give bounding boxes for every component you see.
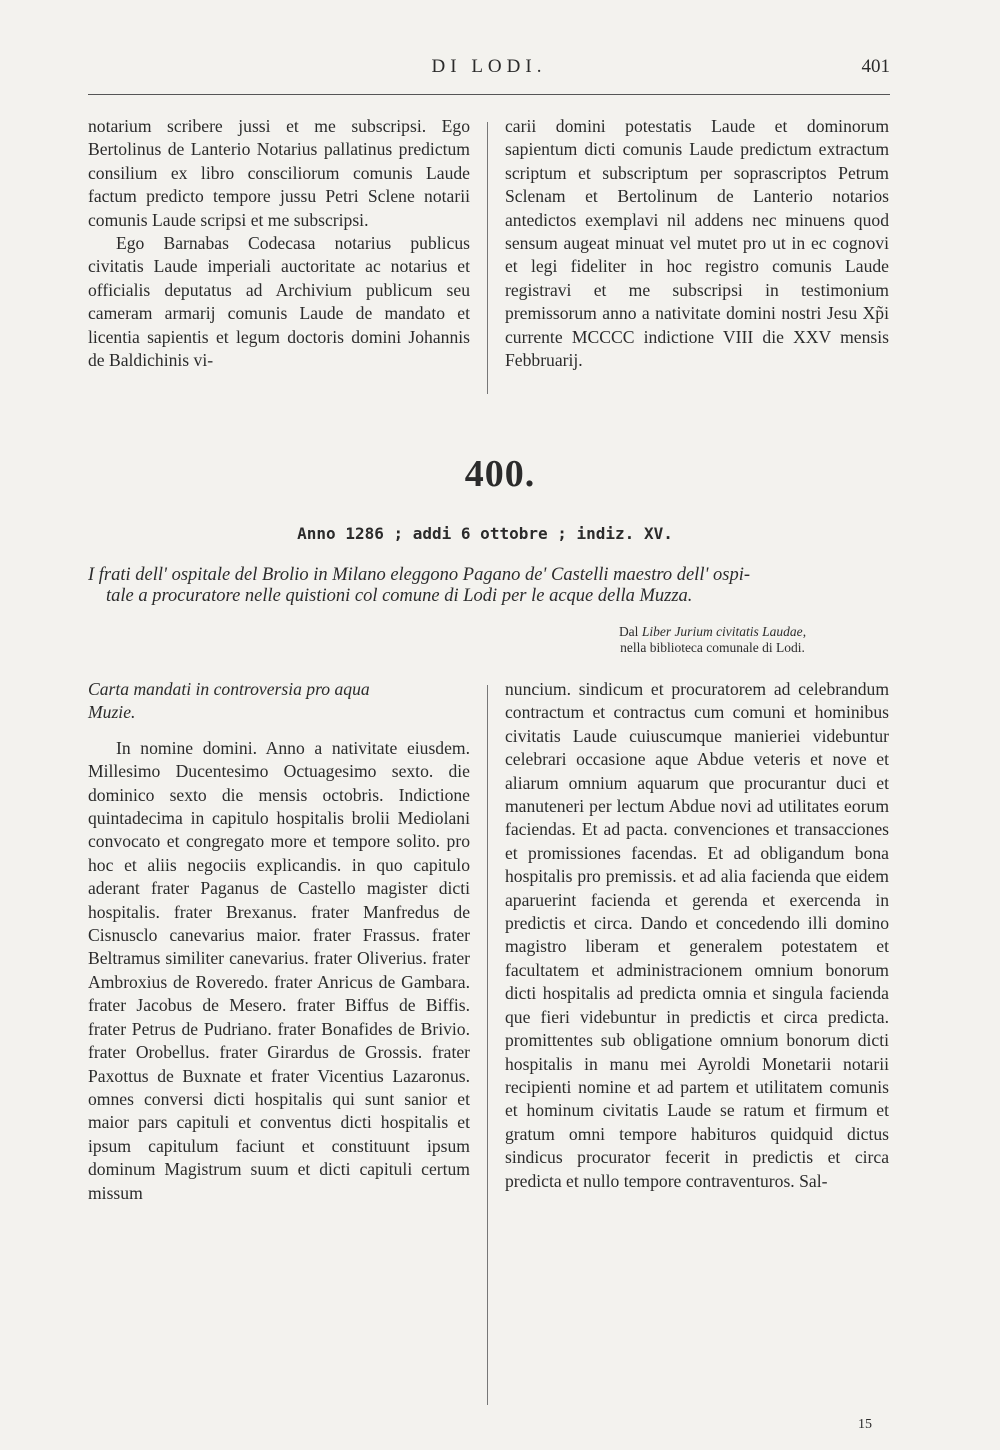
page-number: 401 [861, 56, 890, 77]
source-prefix: Dal [618, 624, 639, 639]
top-right-paragraph: carii domini potestatis Laude et dominorum sapientum dicti comunis Laude predictum extractum scriptum et subscriptum per soprascriptos Petrum Sclenam et Bertolinum de Lanterio notarios antedictos exemplavi nil addens nec minuens quod sensum augeat minuat vel mutet pro ut in ec cognovi et legi fideliter in hoc registro comunis Laude registravi et me subscripsi in testimonium premissorum anno a nativitate domini nostri Jesu Xp̃i currente MCCCC indictione VIII die XXV mensis Febbruarij. [505, 116, 889, 371]
source-suffix: , [802, 624, 807, 639]
bottom-left-column [88, 678, 470, 1205]
running-head: DI LODI. [431, 56, 547, 77]
source-line: nella biblioteca comunale di Lodi. [620, 640, 805, 655]
bottom-left-paragraph: In nomine domini. Anno a nativitate eiusdem. Millesimo Ducentesimo Octuagesimo sexto. die dominico sexto die mensis octobris. Indictione quintadecima in capitulo hospitalis brolii Mediolani convocato et congregato more et tempore solito. pro hoc et aliis negociis explicandis. in quo capitulo aderant frater Paganus de Castello magister dicti hospitalis. frater Brexanus. frater Manfredus de Cisnusclo canevarius maior. frater Frassus. frater Beltramus similiter canevarius. frater Oliverius. frater Ambroxius de Roveredo. frater Anricus de Gambara. frater Jacobus de Mesero. frater Biffus de Biffis. frater Petrus de Pudriano. frater Bonafides de Brivio. frater Orobellus. frater Girardus de Grossis. frater Paxottus de Buxnate et frater Vicentius Lazaronus. omnes conversi dicti hospitalis qui sunt sanior et maior pars capituli et conventus dicti hospitalis et ipsum capitulum faciunt et constituunt ipsum dominum Magistrum suum et dicti capituli certum missum [88, 737, 470, 1203]
document-number: 400. [464, 453, 536, 495]
charter-title-line: Muzie. [88, 702, 136, 723]
summary-line: I frati dell' ospitale del Brolio in Milano eleggono Pagano de' Castelli maestro dell' ospi- [88, 565, 751, 585]
document-summary [88, 565, 888, 607]
top-left-paragraph: Ego Barnabas Codecasa notarius publicus civitatis Laude imperiali auctoritate ac notarius et officialis deputatus ad Archivium publicum seu cameram armarij comunis Laude de mandato et licentia sapientis et legum doctoris domini Johannis de Baldichinis vi- [88, 233, 470, 371]
source-title: Liber Jurium civitatis Laudae [641, 624, 803, 639]
top-right-column [505, 115, 889, 372]
column-divider [487, 122, 488, 394]
source-note [560, 624, 865, 656]
summary-line: tale a procuratore nelle quistioni col comune di Lodi per le acque della Muzza. [106, 586, 693, 606]
charter-title [88, 678, 470, 725]
signature-mark: 15 [858, 1417, 872, 1432]
top-left-paragraph: notarium scribere jussi et me subscripsi. Ego Bertolinus de Lanterio Notarius pallatinus predictum consilium ex libro consciliorum comunis Laude factum predicto tempore jussu Petri Sclene notarii comunis Laude scripsi et me subscripsi. [88, 116, 470, 230]
document-date-line: Anno 1286 ; addi 6 ottobre ; indiz. XV. [297, 524, 673, 543]
page-header [88, 56, 890, 86]
top-left-column [88, 115, 470, 372]
header-rule [88, 94, 890, 95]
source-line [560, 624, 865, 640]
column-divider [487, 685, 488, 1405]
bottom-right-paragraph: nuncium. sindicum et procuratorem ad celebrandum contractum et contractus cum comuni et hominibus civitatis Laude cuiuscumque manieriei videbuntur celebrari occasione aque Abdue veteris et nove et aliarum omnium aquarum que procurantur duci et manuteneri per lectum Abdue novi ad utilitates eorum faciendas. Et ad pacta. convenciones et transacciones et promissiones facendas. Et ad obligandum bona hospitalis pro premissis. et ad alia facienda que eidem aparuerint facienda et gerenda et exercenda in predictis et circa. Dando et concedendo illi domino magistro liberam et generalem potestatem et facultatem et administracionem omnium bonorum dicti hospitalis ad predicta omnia et singula facienda que fieri videbuntur in predictis et circa predicta. promittentes sub obligatione omnium bonorum dicti hospitalis in manu mei Ayroldi Monetarii notarii recipienti nomine et ad partem et utilitatem comunis et hominum civitatis Laude se ratum et firmum et gratum omni tempore habituros quidquid dictus sindicus procurator fecerit in predictis et circa predicta et nullo tempore contraventuros. Sal- [505, 679, 889, 1191]
charter-title-line: Carta mandati in controversia pro aqua [88, 679, 370, 699]
bottom-right-column [505, 678, 889, 1193]
